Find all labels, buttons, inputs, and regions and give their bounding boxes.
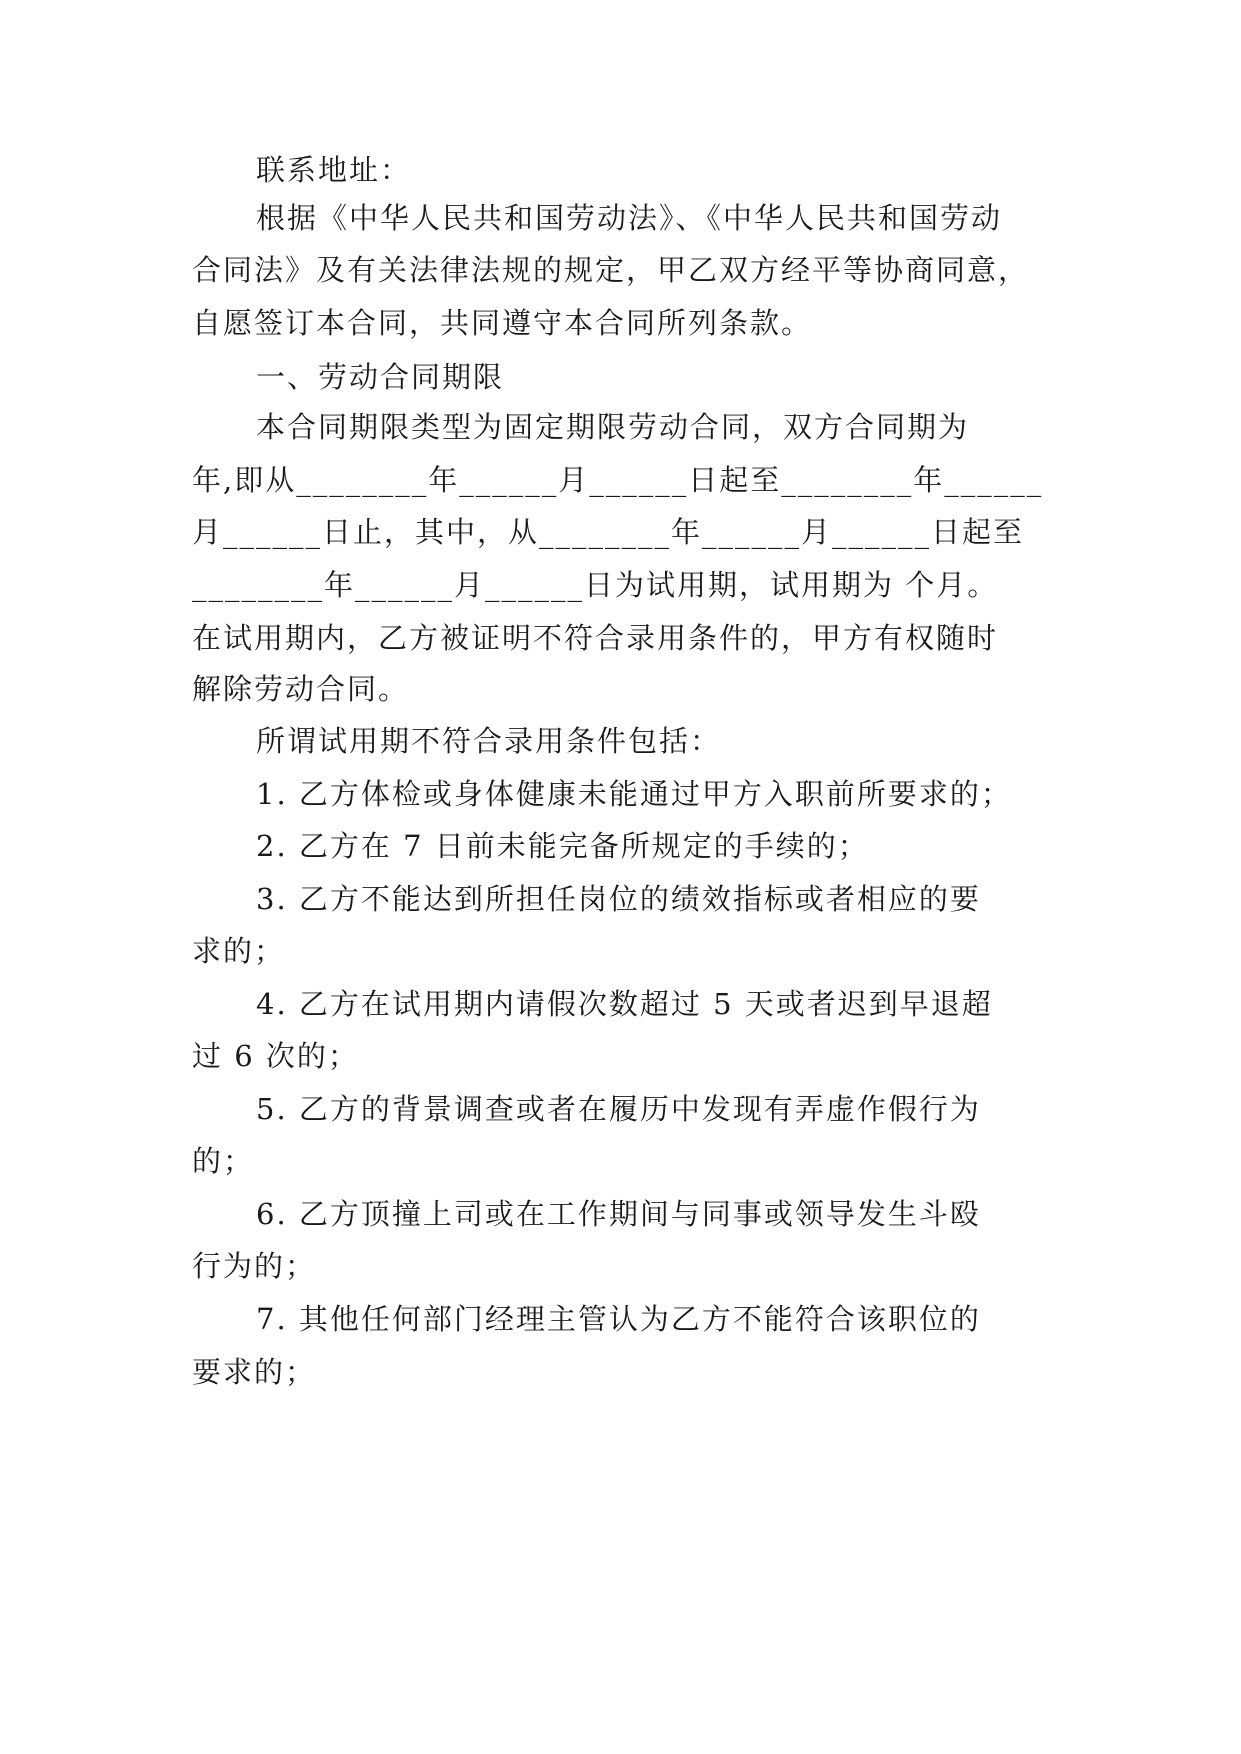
- term-paragraph-line: 月______日止，其中，从________年______月______日起至: [192, 515, 1025, 549]
- condition-line: 4. 乙方在试用期内请假次数超过 5 天或者迟到早退超: [256, 987, 993, 1021]
- condition-line: 2. 乙方在 7 日前未能完备所规定的手续的；: [256, 829, 869, 863]
- section-heading: 一、劳动合同期限: [256, 360, 505, 394]
- condition-line: 过 6 次的；: [192, 1039, 359, 1073]
- condition-line: 3. 乙方不能达到所担任岗位的绩效指标或者相应的要: [256, 882, 981, 916]
- term-paragraph-line: 在试用期内，乙方被证明不符合录用条件的，甲方有权随时: [192, 621, 999, 655]
- condition-line: 求的；: [192, 934, 286, 968]
- condition-line: 6. 乙方顶撞上司或在工作期间与同事或领导发生斗殴: [256, 1197, 981, 1231]
- term-paragraph-line: 解除劳动合同。: [192, 672, 410, 706]
- preamble-line: 合同法》及有关法律法规的规定，甲乙双方经平等协商同意，: [192, 253, 1030, 287]
- preamble-line: 自愿签订本合同，共同遵守本合同所列条款。: [192, 306, 813, 340]
- contact-address-label: 联系地址：: [256, 153, 412, 187]
- term-paragraph-line: ________年______月______日为试用期，试用期为 个月。: [192, 568, 999, 602]
- term-paragraph-line: 本合同期限类型为固定期限劳动合同，双方合同期为: [256, 410, 970, 444]
- condition-line: 7. 其他任何部门经理主管认为乙方不能符合该职位的: [256, 1302, 981, 1336]
- term-paragraph-line: 年,即从________年______月______日起至________年______: [192, 463, 1044, 497]
- condition-line: 5. 乙方的背景调查或者在履历中发现有弄虚作假行为: [256, 1092, 981, 1126]
- preamble-line: 根据《中华人民共和国劳动法》、《中华人民共和国劳动: [256, 201, 1003, 235]
- probation-intro: 所谓试用期不符合录用条件包括：: [256, 724, 722, 758]
- condition-line: 要求的；: [192, 1355, 317, 1389]
- condition-line: 的；: [192, 1144, 255, 1178]
- condition-line: 1. 乙方体检或身体健康未能通过甲方入职前所要求的；: [256, 777, 1012, 811]
- condition-line: 行为的；: [192, 1249, 317, 1283]
